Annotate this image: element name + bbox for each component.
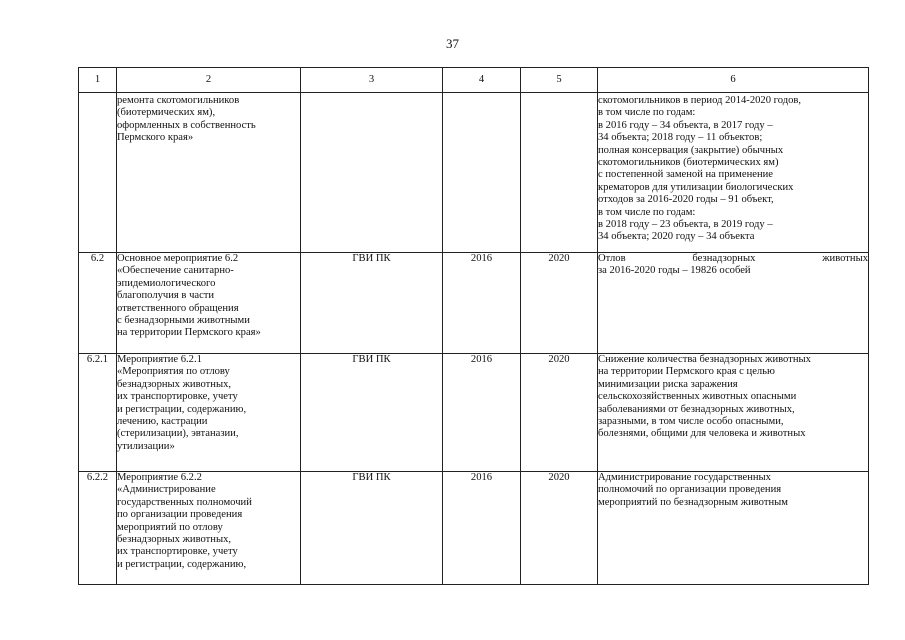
column-header-4: 4 — [443, 68, 521, 93]
executor-cell: ГВИ ПК — [301, 472, 443, 585]
title-line: и регистрации, содержанию, — [117, 403, 247, 415]
title-line: лечению, кастрации — [117, 416, 208, 428]
result-line: Администрирование государственных — [598, 472, 771, 483]
title-line: мероприятий по отлову — [117, 521, 223, 533]
measure-title-cell — [117, 354, 301, 472]
title-line: их транспортировке, учету — [117, 391, 238, 403]
title-line: на территории Пермского края» — [117, 327, 261, 339]
title-line: Мероприятие 6.2.1 — [117, 354, 202, 365]
table-row — [79, 253, 869, 354]
table-row — [79, 93, 869, 253]
page-number: 37 — [446, 36, 459, 51]
result-line: 34 объекта; 2018 году – 11 объектов; — [598, 132, 763, 144]
result-line: на территории Пермского края с целью — [598, 366, 775, 378]
title-line: «Обеспечение санитарно- — [117, 265, 234, 277]
column-header-2: 2 — [117, 68, 301, 93]
result-line: полная консервация (закрытие) обычных — [598, 144, 784, 156]
result-line: скотомогильников (биотермических ям) — [598, 157, 779, 169]
row-number-cell: 6.2.2 — [79, 472, 117, 585]
title-line: оформленных в собственность — [117, 119, 256, 131]
end-year-cell: 2020 — [521, 354, 598, 472]
table-row — [79, 472, 869, 585]
measure-title-cell — [117, 472, 301, 585]
measure-title-cell — [117, 93, 301, 253]
row-number-cell: 6.2 — [79, 253, 117, 354]
result-line: минимизации риска заражения — [598, 378, 738, 390]
result-line: скотомогильников в период 2014-2020 годов, — [598, 95, 802, 106]
result-line: в том числе по годам: — [598, 107, 696, 119]
column-header-5: 5 — [521, 68, 598, 93]
title-line: «Мероприятия по отлову — [117, 366, 230, 378]
title-line: их транспортировке, учету — [117, 546, 238, 558]
title-line: (биотермических ям), — [117, 107, 216, 119]
header-row — [79, 68, 869, 93]
result-line: в том числе по годам: — [598, 206, 696, 218]
result-justified-line — [598, 253, 868, 265]
end-year-cell: 2020 — [521, 253, 598, 354]
title-line: ремонта скотомогильников — [117, 95, 240, 106]
title-line: государственных полномочий — [117, 496, 252, 508]
result-word: животных — [822, 253, 868, 264]
result-line: заболеваниями от безнадзорных животных, — [598, 403, 795, 415]
end-year-cell — [521, 93, 598, 253]
start-year-cell — [443, 93, 521, 253]
result-line: за 2016-2020 годы – 19826 особей — [598, 265, 751, 277]
row-number-cell: 6.2.1 — [79, 354, 117, 472]
result-cell — [598, 93, 869, 253]
column-header-1: 1 — [79, 68, 117, 93]
result-cell — [598, 253, 869, 354]
title-line: и регистрации, содержанию, — [117, 558, 247, 570]
result-line: с постепенной заменой на применение — [598, 169, 773, 181]
column-header-3: 3 — [301, 68, 443, 93]
title-line: утилизации» — [117, 440, 175, 452]
result-word: Отлов — [598, 253, 626, 264]
result-cell — [598, 354, 869, 472]
result-line: крематоров для утилизации биологических — [598, 181, 794, 193]
result-line: заразными, в том числе особо опасными, — [598, 416, 784, 428]
result-line: полномочий по организации проведения — [598, 484, 782, 496]
column-header-6: 6 — [598, 68, 869, 93]
title-line: эпидемиологического — [117, 277, 216, 289]
title-line: с безнадзорными животными — [117, 315, 250, 327]
table-row — [79, 354, 869, 472]
executor-cell — [301, 93, 443, 253]
result-word: безнадзорных — [692, 253, 756, 264]
row-number-cell — [79, 93, 117, 253]
title-line: Основное мероприятие 6.2 — [117, 253, 239, 264]
title-line: Мероприятие 6.2.2 — [117, 472, 202, 483]
title-line: «Администрирование — [117, 484, 216, 496]
result-cell — [598, 472, 869, 585]
result-line: отходов за 2016-2020 годы – 91 объект, — [598, 194, 774, 206]
result-line: 34 объекта; 2020 году – 34 объекта — [598, 231, 755, 243]
result-line: болезнями, общими для человека и животных — [598, 428, 806, 440]
result-line: сельскохозяйственных животных опасными — [598, 391, 797, 403]
executor-cell: ГВИ ПК — [301, 253, 443, 354]
result-line: в 2018 году – 23 объекта, в 2019 году – — [598, 219, 773, 231]
end-year-cell: 2020 — [521, 472, 598, 585]
start-year-cell: 2016 — [443, 253, 521, 354]
title-line: ответственного обращения — [117, 302, 239, 314]
result-line: в 2016 году – 34 объекта, в 2017 году – — [598, 119, 773, 131]
measures-table — [78, 67, 869, 585]
start-year-cell: 2016 — [443, 354, 521, 472]
result-line: Снижение количества безнадзорных животных — [598, 354, 811, 365]
title-line: Пермского края» — [117, 132, 194, 144]
measure-title-cell — [117, 253, 301, 354]
result-line: мероприятий по безнадзорным животным — [598, 496, 788, 508]
title-line: по организации проведения — [117, 509, 243, 521]
executor-cell: ГВИ ПК — [301, 354, 443, 472]
title-line: безнадзорных животных, — [117, 534, 232, 546]
title-line: благополучия в части — [117, 290, 215, 302]
title-line: (стерилизации), эвтаназии, — [117, 428, 239, 440]
title-line: безнадзорных животных, — [117, 378, 232, 390]
start-year-cell: 2016 — [443, 472, 521, 585]
